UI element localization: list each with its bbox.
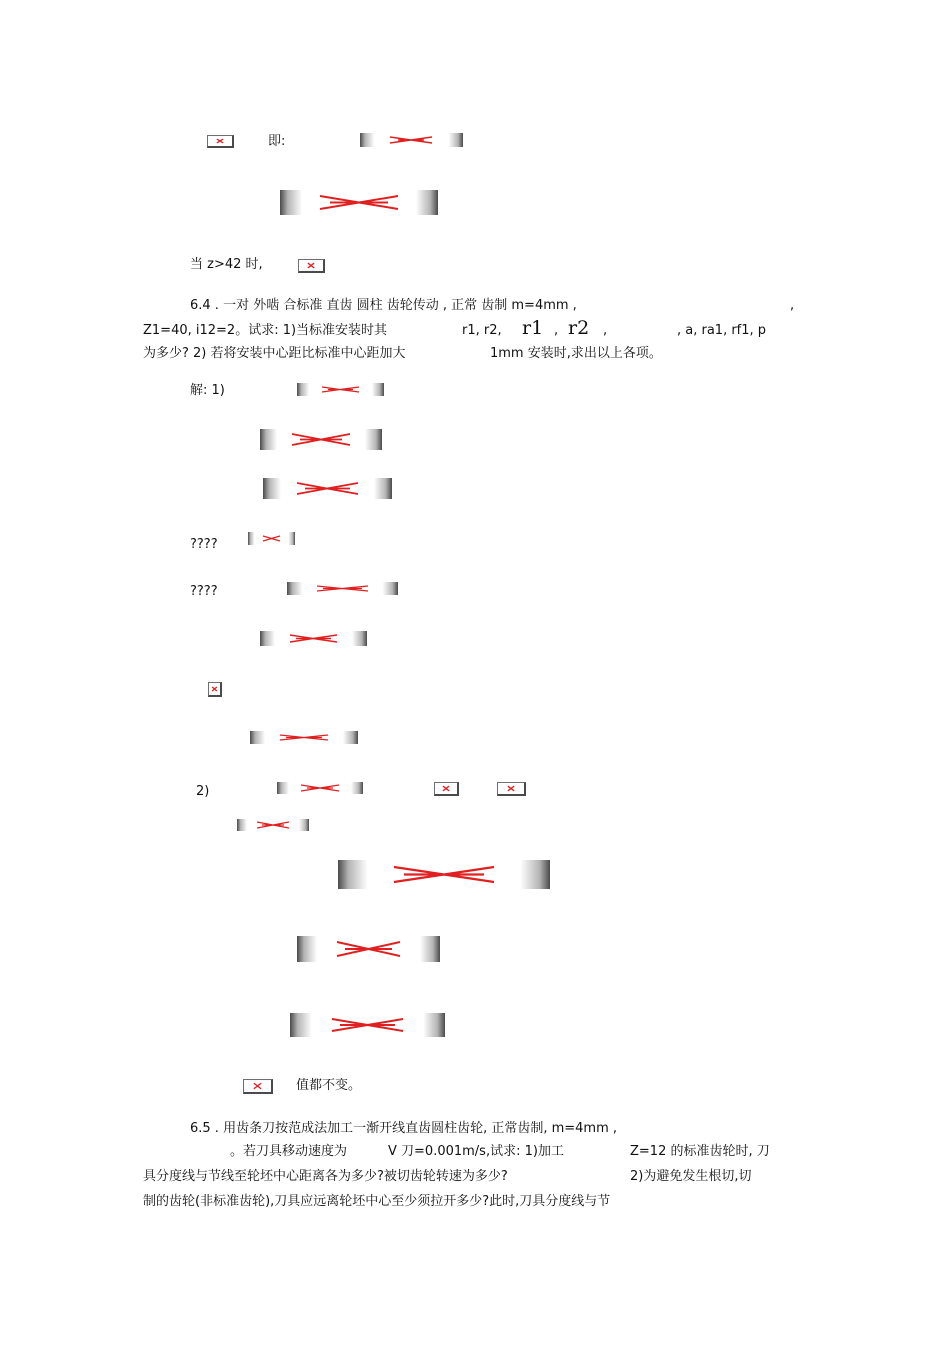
- broken-image-icon: [287, 582, 398, 595]
- broken-image-icon: [263, 478, 392, 499]
- text-p64-sep1: ,: [554, 323, 559, 338]
- text-unchanged: 值都不变。: [296, 1078, 362, 1093]
- broken-image-icon: [298, 259, 325, 273]
- text-p65-a: 6.5 . 用齿条刀按范成法加工一渐开线直齿圆柱齿轮, 正常齿制, m=4mm ,: [190, 1121, 618, 1136]
- text-ji: 即:: [268, 134, 286, 149]
- text-p64-c2: 1mm 安装时,求出以上各项。: [490, 346, 662, 361]
- broken-image-icon: [338, 860, 550, 889]
- text-p65-c1: 具分度线与节线至轮坯中心距离各为多少?被切齿轮转速为多少?: [143, 1169, 508, 1184]
- broken-image-icon: [260, 429, 382, 450]
- broken-image-icon: [297, 936, 440, 962]
- text-p65-b2: V 刀=0.001m/s,试求: 1)加工: [388, 1144, 564, 1159]
- broken-image-icon: [277, 782, 363, 794]
- symbol-r2: r2: [568, 317, 590, 339]
- symbol-r1: r1: [522, 317, 544, 339]
- broken-image-icon: [207, 135, 234, 148]
- text-unknown-1: ????: [190, 537, 218, 552]
- broken-image-icon: [237, 819, 309, 831]
- broken-image-icon: [360, 133, 463, 147]
- broken-image-icon: [434, 782, 459, 796]
- text-p64-comma: ,: [790, 298, 795, 313]
- text-p65-c2: 2)为避免发生根切,切: [630, 1169, 752, 1184]
- broken-image-icon: [260, 631, 367, 646]
- text-p64-b1: Z1=40, i12=2。试求: 1)当标准安装时其: [143, 323, 388, 338]
- text-when-z: 当 z>42 时,: [190, 257, 263, 272]
- broken-image-icon: [208, 682, 222, 697]
- text-solution-1: 解: 1): [190, 383, 225, 398]
- text-p65-b3: Z=12 的标准齿轮时, 刀: [630, 1144, 770, 1159]
- broken-image-icon: [280, 190, 438, 215]
- broken-image-icon: [297, 383, 384, 396]
- broken-image-icon: [248, 532, 295, 545]
- text-solution-2: 2): [196, 784, 210, 799]
- text-p65-d: 制的齿轮(非标准齿轮),刀具应远离轮坯中心至少须拉开多少?此时,刀具分度线与节: [143, 1194, 611, 1209]
- broken-image-icon: [497, 782, 526, 796]
- text-unknown-2: ????: [190, 584, 218, 599]
- broken-image-icon: [250, 731, 358, 744]
- text-p64-b3: , a, ra1, rf1, p: [677, 323, 767, 338]
- broken-image-icon: [290, 1013, 445, 1037]
- text-p64-a: 6.4 . 一对 外啮 合标准 直齿 圆柱 齿轮传动 , 正常 齿制 m=4mm ,: [190, 298, 577, 313]
- text-p64-sep2: ,: [603, 323, 608, 338]
- text-p64-c1: 为多少? 2) 若将安装中心距比标准中心距加大: [143, 346, 406, 361]
- text-p64-b2: r1, r2,: [462, 323, 502, 338]
- broken-image-icon: [243, 1079, 273, 1094]
- text-p65-b1: 。若刀具移动速度为: [230, 1144, 348, 1159]
